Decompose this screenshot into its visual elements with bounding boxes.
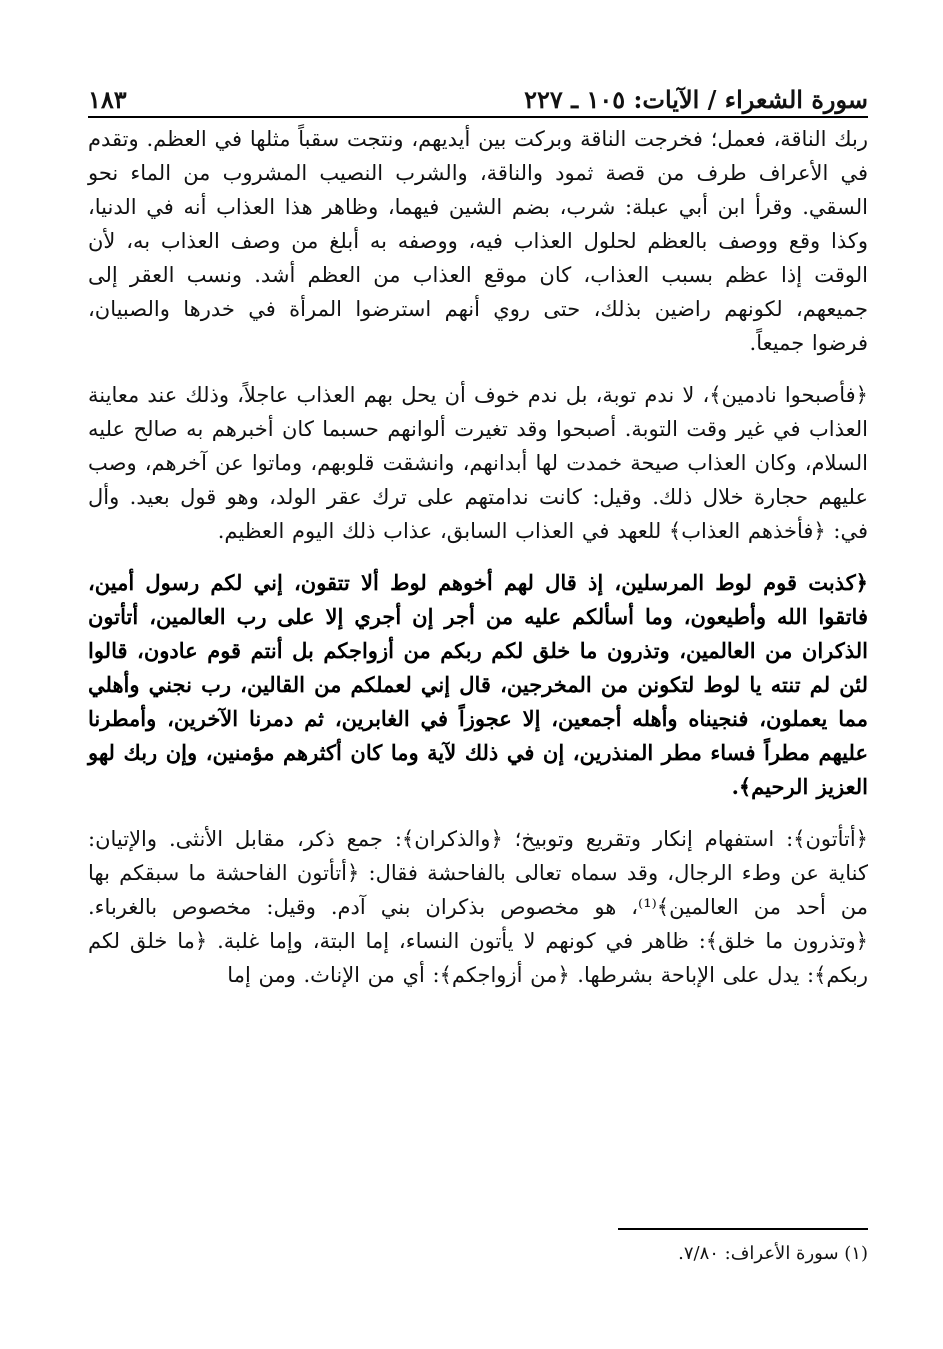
paragraph-2: ﴿فأصبحوا نادمين﴾، لا ندم توبة، بل ندم خوف أن يحل بهم العذاب عاجلاً، وذلك عند معاينة العذاب في غير وقت التوبة. أصبحوا وقد تغيرت ألوانهم حسبما كان أخبرهم به صالح عليه السلام، وكان العذاب صيحة خمدت لها أبدانهم، وانشقت قلوبهم، وماتوا عن آخرهم، وصب عليهم حجارة خلال ذلك. وقيل: كانت ندامتهم على ترك عقر الولد، وهو قول بعيد. وأل في: ﴿فأخذهم العذاب﴾ للعهد في العذاب السابق، عذاب ذلك اليوم العظيم. bbox=[88, 383, 868, 543]
running-title: سورة الشعراء / الآيات: ١٠٥ ـ ٢٢٧ bbox=[524, 85, 868, 114]
page-number: ١٨٣ bbox=[88, 85, 127, 114]
footnote-separator bbox=[88, 1228, 868, 1230]
footnote: (١) سورة الأعراف: ٧/٨٠. bbox=[678, 1243, 868, 1264]
paragraph-1: ربك الناقة، فعمل؛ فخرجت الناقة وبركت بين أيديهم، ونتجت سقباً مثلها في العظم. وتقدم في الأعراف طرف من قصة ثمود والناقة، والشرب النصيب المشروب من الماء نحو السقي. وقرأ ابن أبي عبلة: شرب، بضم الشين فيهما، وظاهر هذا العذاب أنه في الدنيا، وكذا وقع ووصف بالعظم لحلول العذاب فيه، ووصفه به أبلغ من وصف العذاب به، لأن الوقت إذا عظم بسبب العذاب، كان موقع العذاب من العظم أشد. ونسب العقر إلى جميعهم، لكونهم راضين بذلك، حتى روي أنهم استرضوا المرأة في خدرها والصبيان، فرضوا جميعاً. bbox=[88, 127, 868, 355]
book-page bbox=[88, 80, 868, 1280]
main-text bbox=[88, 122, 868, 992]
page-header bbox=[88, 80, 868, 118]
paragraph-4: ﴿أتأتون﴾: استفهام إنكار وتقريع وتوبيخ؛ ﴿والذكران﴾: جمع ذكر، مقابل الأنثى. والإتيان: كناية عن وطء الرجال، وقد سماه تعالى بالفاحشة فقال: ﴿أتأتون الفاحشة ما سبقكم بها من أحد من العالمين﴾⁽¹⁾، هو مخصوص بذكران بني آدم. وقيل: مخصوص بالغرباء. ﴿وتذرون ما خلق﴾: ظاهر في كونهم لا يأتون النساء، إما البتة، وإما غلبة. ﴿ما خلق لكم ربكم﴾: يدل على الإباحة بشرطها. ﴿من أزواجكم﴾: أي من الإناث. ومن إما bbox=[88, 827, 869, 987]
quran-verses-paragraph: ﴿كذبت قوم لوط المرسلين، إذ قال لهم أخوهم لوط ألا تتقون، إني لكم رسول أمين، فاتقوا الله وأطيعون، وما أسألكم عليه من أجر إن أجري إلا على رب العالمين، أتأتون الذكران من العالمين، وتذرون ما خلق لكم ربكم من أزواجكم بل أنتم قوم عادون، قالوا لئن لم تنته يا لوط لتكونن من المخرجين، قال إني لعملكم من القالين، رب نجني وأهلي مما يعملون، فنجيناه وأهله أجمعين، إلا عجوزاً في الغابرين، ثم دمرنا الآخرين، وأمطرنا عليهم مطراً فساء مطر المنذرين، إن في ذلك لآية وما كان أكثرهم مؤمنين، وإن ربك لهو العزيز الرحيم﴾. bbox=[88, 570, 868, 799]
